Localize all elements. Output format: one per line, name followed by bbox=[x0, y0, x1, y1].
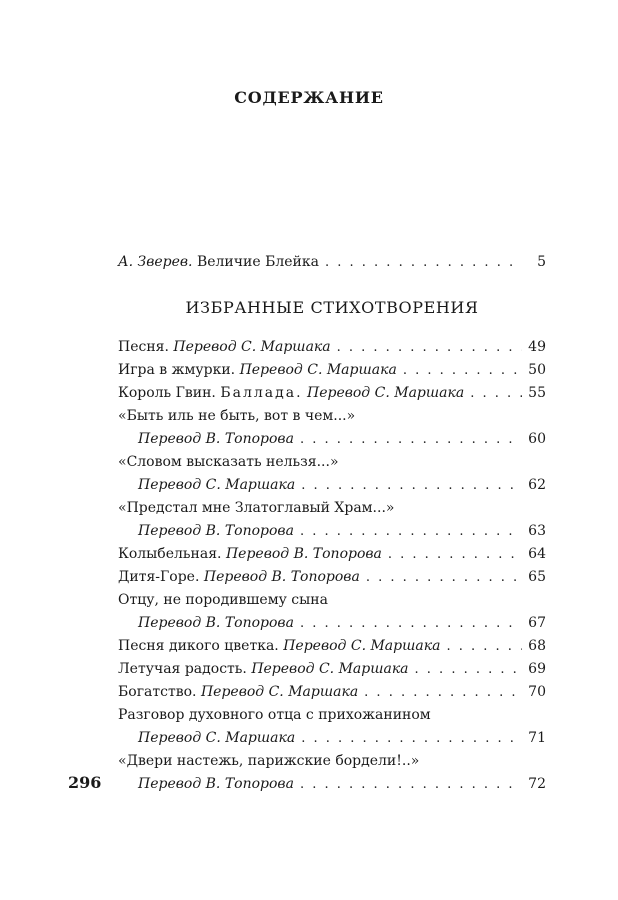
page-number: 68 bbox=[528, 638, 546, 654]
leader-dots bbox=[415, 658, 522, 681]
entry-translator: Перевод С. Маршака bbox=[306, 385, 465, 401]
page-number: 67 bbox=[528, 615, 546, 631]
entry-title: Песня дикого цветка. bbox=[118, 638, 279, 654]
intro-title: Величие Блейка bbox=[196, 254, 319, 270]
toc-entry bbox=[118, 451, 546, 497]
entry-translator-line bbox=[118, 428, 546, 451]
entry-title-line bbox=[118, 750, 546, 773]
toc-entry bbox=[118, 566, 546, 589]
entry-translator: Перевод В. Топорова bbox=[138, 523, 294, 539]
page-folio: 296 bbox=[68, 773, 102, 792]
page-number: 49 bbox=[528, 339, 546, 355]
page-number: 55 bbox=[528, 385, 546, 401]
entry-title: Разговор духовного отца с прихожанином bbox=[118, 707, 431, 723]
entry-translator: Перевод В. Топорова bbox=[138, 776, 294, 792]
page-number: 64 bbox=[528, 546, 546, 562]
toc-entry bbox=[118, 750, 546, 796]
entry-text bbox=[118, 359, 397, 382]
entry-translator-line bbox=[118, 727, 546, 750]
toc-entry bbox=[118, 336, 546, 359]
page-number: 5 bbox=[537, 254, 546, 270]
section-heading: ИЗБРАННЫЕ СТИХОТВОРЕНИЯ bbox=[185, 298, 479, 317]
entry-translator: Перевод С. Маршака bbox=[283, 638, 441, 654]
entry-title-line bbox=[118, 405, 546, 428]
leader-dots bbox=[388, 543, 522, 566]
entry-text bbox=[118, 382, 464, 405]
leader-dots bbox=[301, 727, 522, 750]
entry-title: Король Гвин. bbox=[118, 385, 216, 401]
toc-entry bbox=[118, 497, 546, 543]
leader-dots bbox=[300, 428, 522, 451]
toc-entry-intro bbox=[118, 251, 546, 274]
entry-translator: Перевод В. Топорова bbox=[225, 546, 382, 562]
leader-dots bbox=[337, 336, 522, 359]
entry-title-line bbox=[118, 704, 546, 727]
entry-translator: Перевод В. Топорова bbox=[203, 569, 360, 585]
entry-title: Отцу, не породившему сына bbox=[118, 592, 328, 608]
entry-text bbox=[118, 566, 360, 589]
entry-genre: Баллада. bbox=[220, 385, 303, 401]
toc-entry bbox=[118, 382, 546, 405]
leader-dots bbox=[366, 566, 522, 589]
entry-title: Игра в жмурки. bbox=[118, 362, 236, 378]
page-number: 65 bbox=[528, 569, 546, 585]
entry-text bbox=[118, 336, 331, 359]
page-number: 72 bbox=[528, 776, 546, 792]
entry-title: Колыбельная. bbox=[118, 546, 222, 562]
entry-title: Дитя-Горе. bbox=[118, 569, 200, 585]
leader-dots bbox=[300, 520, 522, 543]
entry-translator-line bbox=[118, 773, 546, 796]
leader-dots bbox=[300, 612, 522, 635]
leader-dots bbox=[300, 773, 522, 796]
entry-title-line bbox=[118, 497, 546, 520]
page-title: СОДЕРЖАНИЕ bbox=[234, 88, 384, 107]
toc-entry bbox=[118, 405, 546, 451]
page-number: 71 bbox=[528, 730, 546, 746]
entry-translator: Перевод С. Маршака bbox=[239, 362, 397, 378]
toc-intro bbox=[118, 251, 546, 274]
entry-title: «Предстал мне Златоглавый Храм...» bbox=[118, 500, 395, 516]
toc-entry bbox=[118, 635, 546, 658]
page-number: 63 bbox=[528, 523, 546, 539]
toc-entry bbox=[118, 359, 546, 382]
entry-title: Богатство. bbox=[118, 684, 197, 700]
entry-title: «Быть иль не быть, вот в чем...» bbox=[118, 408, 356, 424]
entry-translator: Перевод В. Топорова bbox=[138, 431, 294, 447]
toc-entry bbox=[118, 704, 546, 750]
entry-translator-line bbox=[118, 474, 546, 497]
entry-translator-line bbox=[118, 612, 546, 635]
leader-dots bbox=[325, 251, 522, 274]
entry-text bbox=[118, 658, 409, 681]
entry-title-line bbox=[118, 451, 546, 474]
entry-title-line bbox=[118, 589, 546, 612]
page-number: 69 bbox=[528, 661, 546, 677]
leader-dots bbox=[364, 681, 522, 704]
entry-translator: Перевод В. Топорова bbox=[138, 615, 294, 631]
intro-author: А. Зверев. bbox=[118, 254, 193, 270]
entry-translator: Перевод С. Маршака bbox=[251, 661, 409, 677]
leader-dots bbox=[301, 474, 522, 497]
entry-title: Летучая радость. bbox=[118, 661, 247, 677]
entry-translator-line bbox=[118, 520, 546, 543]
entry-text bbox=[118, 635, 440, 658]
entry-translator: Перевод С. Маршака bbox=[173, 339, 331, 355]
page-number: 70 bbox=[528, 684, 546, 700]
toc-entry bbox=[118, 658, 546, 681]
entry-text bbox=[118, 543, 382, 566]
toc-entry bbox=[118, 543, 546, 566]
entry-text bbox=[118, 251, 319, 274]
page-number: 60 bbox=[528, 431, 546, 447]
entry-text bbox=[118, 681, 358, 704]
leader-dots bbox=[446, 635, 522, 658]
page-number: 50 bbox=[528, 362, 546, 378]
leader-dots bbox=[403, 359, 522, 382]
entry-title: «Двери настежь, парижские бордели!..» bbox=[118, 753, 420, 769]
leader-dots bbox=[470, 382, 522, 405]
toc-entry bbox=[118, 589, 546, 635]
page-number: 62 bbox=[528, 477, 546, 493]
entry-translator: Перевод С. Маршака bbox=[200, 684, 359, 700]
entry-title: «Словом высказать нельзя...» bbox=[118, 454, 339, 470]
entry-translator: Перевод С. Маршака bbox=[138, 730, 296, 746]
entry-title: Песня. bbox=[118, 339, 169, 355]
toc-list bbox=[118, 336, 546, 796]
toc-entry bbox=[118, 681, 546, 704]
entry-translator: Перевод С. Маршака bbox=[138, 477, 296, 493]
